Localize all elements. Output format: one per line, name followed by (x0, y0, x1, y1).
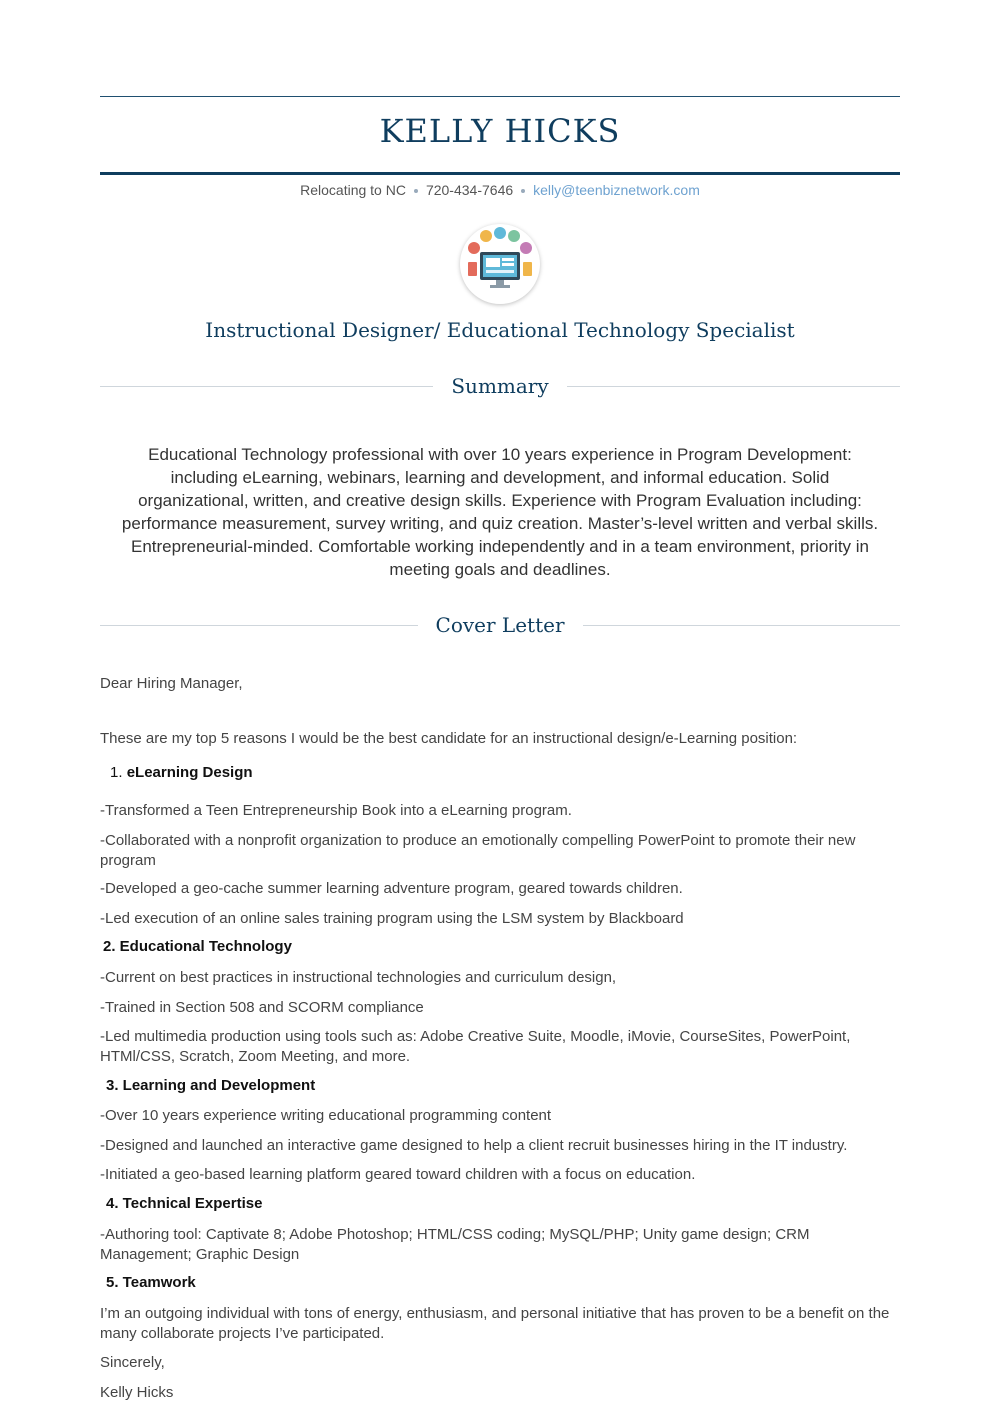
summary-text: Educational Technology professional with over 10 years experience in Program Development: including eLearning, webinars, learning and development, and informal education. Solid organizational, written, and creative design skills. Experience with Program Evaluation including: performance measurement, survey writing, and quiz creation. Master’s-level written and verbal skills. Entrepreneurial-minded. Comfortable working independently and in a team environment, priority in meeting goals and deadlines. (121, 445, 879, 579)
list-item: -Authoring tool: Captivate 8; Adobe Photoshop; HTML/CSS coding; MySQL/PHP; Unity game design; CRM Management; Graphic Design (100, 1226, 810, 1263)
list-item: -Current on best practices in instructional technologies and curriculum design, (100, 969, 617, 986)
list-item: -Collaborated with a nonprofit organization to produce an emotionally compelling PowerPoint to promote their new program (100, 832, 856, 869)
reason-number: 1. (110, 764, 123, 781)
list-item: -Designed and launched an interactive game designed to help a client recruit businesses hiring in the IT industry. (100, 1137, 848, 1154)
avatar (460, 224, 540, 304)
list-item: -Transformed a Teen Entrepreneurship Book into a eLearning program. (100, 802, 572, 819)
letter-closing: Sincerely, (100, 1354, 165, 1371)
contact-line (100, 182, 900, 198)
elearning-illustration-icon (460, 224, 540, 304)
reason-heading-2: 2. Educational Technology (103, 938, 292, 955)
location-text: Relocating to NC (300, 182, 406, 198)
letter-signature: Kelly Hicks (100, 1384, 174, 1401)
candidate-name: KELLY HICKS (379, 112, 621, 150)
divider-line (583, 625, 901, 626)
job-title: Instructional Designer/ Educational Technology Specialist (205, 318, 795, 342)
list-item: -Led execution of an online sales training program using the LSM system by Blackboard (100, 910, 684, 927)
list-item: -Over 10 years experience writing educational programming content (100, 1107, 552, 1124)
list-item: -Initiated a geo-based learning platform geared toward children with a focus on education. (100, 1166, 696, 1183)
reason-heading-5: 5. Teamwork (106, 1274, 196, 1291)
summary-heading: Summary (451, 374, 549, 398)
divider-line (567, 386, 900, 387)
list-item: I’m an outgoing individual with tons of energy, enthusiasm, and personal initiative that has proven to be a benefit on the many collaborate projects I’ve participated. (100, 1305, 890, 1342)
reason-title: eLearning Design (126, 764, 253, 781)
letter-greeting: Dear Hiring Manager, (100, 675, 243, 692)
divider-line (100, 386, 433, 387)
separator-dot-icon (521, 189, 525, 193)
header-top-rule (100, 96, 900, 97)
summary-section-header (100, 371, 900, 401)
email-link[interactable]: kelly@teenbiznetwork.com (533, 182, 700, 198)
cover-letter-heading: Cover Letter (435, 613, 565, 637)
phone-text: 720-434-7646 (425, 182, 514, 198)
divider-line (100, 625, 418, 626)
list-item: -Developed a geo-cache summer learning adventure program, geared towards children. (100, 880, 683, 897)
cover-letter-section-header (100, 610, 900, 640)
header-bottom-rule (100, 172, 900, 175)
reason-heading-1 (110, 764, 253, 781)
list-item: -Led multimedia production using tools such as: Adobe Creative Suite, Moodle, iMovie, CourseSites, PowerPoint, HTMl/CSS, Scratch, Zoom Meeting, and more. (100, 1028, 851, 1065)
reason-heading-3: 3. Learning and Development (106, 1077, 316, 1094)
reason-heading-4: 4. Technical Expertise (106, 1195, 263, 1212)
list-item: -Trained in Section 508 and SCORM compliance (100, 999, 424, 1016)
letter-intro: These are my top 5 reasons I would be the best candidate for an instructional design/e-Learning position: (100, 730, 798, 747)
separator-dot-icon (414, 189, 418, 193)
